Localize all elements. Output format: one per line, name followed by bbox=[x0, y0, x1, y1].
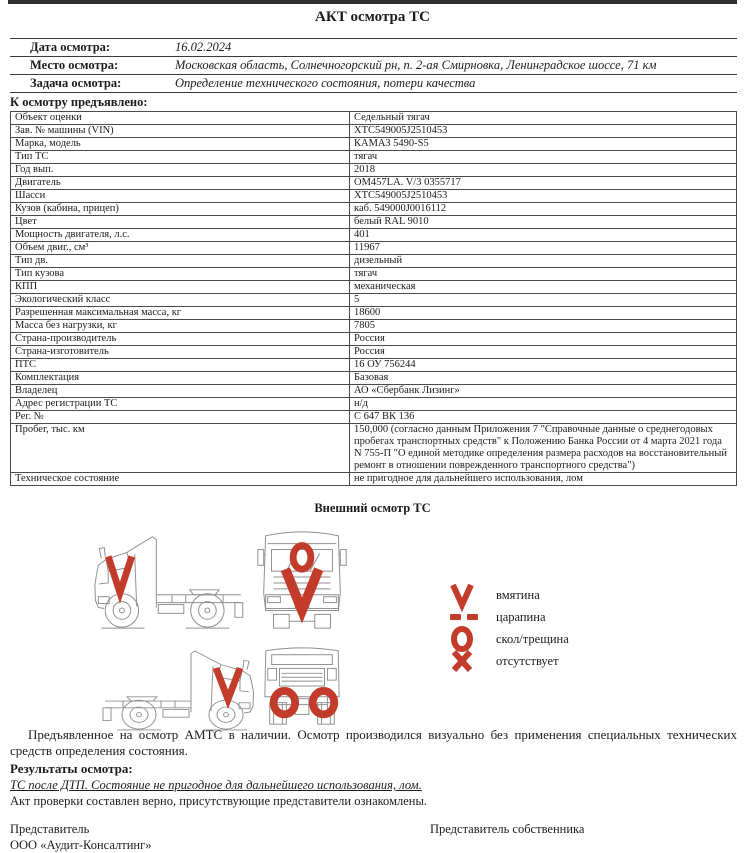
spec-row-value: 401 bbox=[350, 229, 737, 242]
spec-table-row bbox=[11, 281, 737, 294]
spec-row-value: XTC549005J2510453 bbox=[350, 125, 737, 138]
scan-edge-bar bbox=[8, 0, 737, 4]
truck-side-left-diagram bbox=[90, 524, 257, 634]
spec-table-row bbox=[11, 333, 737, 346]
meta-table bbox=[10, 38, 737, 93]
results-heading: Результаты осмотра: bbox=[10, 761, 133, 776]
spec-row-value: 11967 bbox=[350, 242, 737, 255]
spec-row-value: 2018 bbox=[350, 164, 737, 177]
spec-table-row bbox=[11, 424, 737, 473]
meta-row-label: Задача осмотра: bbox=[30, 76, 122, 90]
footer-block bbox=[10, 727, 737, 853]
legend-label: царапина bbox=[496, 609, 546, 624]
spec-table-row bbox=[11, 473, 737, 486]
spec-row-label: Рег. № bbox=[11, 411, 350, 424]
meta-row bbox=[10, 57, 737, 75]
spec-row-value: XTC549005J2510453 bbox=[350, 190, 737, 203]
spec-row-value: 150,000 (согласно данным Приложения 7 "Справочные данные о среднегодовых пробегах транспортных средств" к Положению Банка России от 4 марта 2021 года N 755-П "О единой методике определения размера расходов на восстановительный ремонт в отношении поврежденного транспортного средства") bbox=[350, 424, 737, 473]
spec-row-value: С 647 ВК 136 bbox=[350, 411, 737, 424]
spec-row-label: КПП bbox=[11, 281, 350, 294]
spec-row-label: Шасси bbox=[11, 190, 350, 203]
spec-row-value: каб. 549000J0016112 bbox=[350, 203, 737, 216]
truck-front-diagram bbox=[256, 524, 348, 636]
spec-table-row bbox=[11, 151, 737, 164]
spec-row-label: Комплектация bbox=[11, 372, 350, 385]
spec-table-row bbox=[11, 411, 737, 424]
spec-row-label: Марка, модель bbox=[11, 138, 350, 151]
spec-row-label: Экологический класс bbox=[11, 294, 350, 307]
meta-row-value: 16.02.2024 bbox=[175, 40, 232, 54]
legend-item-dent bbox=[450, 584, 569, 606]
spec-row-value: тягач bbox=[350, 151, 737, 164]
dent-v-mark bbox=[285, 569, 318, 610]
meta-row bbox=[10, 75, 737, 93]
organization-name: ООО «Аудит-Консалтинг» bbox=[10, 838, 152, 852]
spec-row-value: Россия bbox=[350, 333, 737, 346]
spec-row-label: Страна-изготовитель bbox=[11, 346, 350, 359]
damage-legend bbox=[450, 584, 569, 672]
spec-row-value: АО «Сбербанк Лизинг» bbox=[350, 385, 737, 398]
legend-item-chip bbox=[450, 628, 569, 650]
spec-row-label: ПТС bbox=[11, 359, 350, 372]
spec-row-value: 16 ОУ 756244 bbox=[350, 359, 737, 372]
legend-label: отсутствует bbox=[496, 653, 559, 668]
spec-row-value: белый RAL 9010 bbox=[350, 216, 737, 229]
spec-row-value: дизельный bbox=[350, 255, 737, 268]
legend-label: скол/трещина bbox=[496, 631, 569, 646]
spec-row-label: Мощность двигателя, л.с. bbox=[11, 229, 350, 242]
signature-row bbox=[10, 822, 737, 837]
spec-table-row bbox=[11, 138, 737, 151]
spec-row-label: Зав. № машины (VIN) bbox=[11, 125, 350, 138]
spec-row-label: Тип кузова bbox=[11, 268, 350, 281]
representative-label: Представитель bbox=[10, 822, 90, 836]
spec-table-row bbox=[11, 190, 737, 203]
spec-row-label: Объем двиг., см³ bbox=[11, 242, 350, 255]
spec-row-label: Разрешенная максимальная масса, кг bbox=[11, 307, 350, 320]
legend-label: вмятина bbox=[496, 587, 540, 602]
spec-table-row bbox=[11, 398, 737, 411]
spec-table-row bbox=[11, 164, 737, 177]
spec-row-value: Россия bbox=[350, 346, 737, 359]
spec-table-row bbox=[11, 177, 737, 190]
spec-row-label: Владелец bbox=[11, 385, 350, 398]
owner-representative-label: Представитель собственника bbox=[430, 822, 585, 836]
spec-table-row bbox=[11, 216, 737, 229]
spec-table-row bbox=[11, 125, 737, 138]
exterior-section-heading: Внешний осмотр ТС bbox=[314, 501, 431, 515]
spec-row-label: Кузов (кабина, прицеп) bbox=[11, 203, 350, 216]
spec-row-value: Базовая bbox=[350, 372, 737, 385]
spec-row-value: 7805 bbox=[350, 320, 737, 333]
spec-row-value: тягач bbox=[350, 268, 737, 281]
spec-row-label: Объект оценки bbox=[11, 112, 350, 125]
legend-item-missing bbox=[450, 650, 569, 672]
spec-table-row bbox=[11, 372, 737, 385]
spec-row-value: 18600 bbox=[350, 307, 737, 320]
spec-row-value: Седельный тягач bbox=[350, 112, 737, 125]
spec-row-label: Тип ТС bbox=[11, 151, 350, 164]
spec-row-value: не пригодное для дальнейшего использования, лом bbox=[350, 473, 737, 486]
spec-row-label: Двигатель bbox=[11, 177, 350, 190]
spec-table-row bbox=[11, 268, 737, 281]
spec-table-row bbox=[11, 242, 737, 255]
spec-table bbox=[10, 111, 737, 486]
spec-row-value: н/д bbox=[350, 398, 737, 411]
spec-row-label: Техническое состояние bbox=[11, 473, 350, 486]
spec-row-value: КАМАЗ 5490-S5 bbox=[350, 138, 737, 151]
spec-row-label: Тип дв. bbox=[11, 255, 350, 268]
document-title: АКТ осмотра ТС bbox=[315, 9, 430, 25]
spec-table-row bbox=[11, 385, 737, 398]
spec-row-label: Адрес регистрации ТС bbox=[11, 398, 350, 411]
spec-row-value: OM457LA. V/3 0355717 bbox=[350, 177, 737, 190]
spec-table-row bbox=[11, 229, 737, 242]
truck-rear-diagram bbox=[256, 642, 348, 732]
dent-v-mark bbox=[108, 556, 132, 592]
meta-row-value: Определение технического состояния, потери качества bbox=[175, 76, 476, 90]
dent-v-mark bbox=[216, 668, 240, 699]
spec-table-row bbox=[11, 359, 737, 372]
truck-side-right-diagram bbox=[90, 640, 257, 735]
meta-row-label: Место осмотра: bbox=[30, 58, 119, 72]
spec-table-row bbox=[11, 112, 737, 125]
meta-row-label: Дата осмотра: bbox=[30, 40, 111, 54]
spec-table-row bbox=[11, 294, 737, 307]
spec-row-label: Пробег, тыс. км bbox=[11, 424, 350, 473]
spec-table-row bbox=[11, 307, 737, 320]
results-conclusion: ТС после ДТП. Состояние не пригодное для дальнейшего использования, лом. bbox=[10, 778, 422, 792]
spec-row-value: 5 bbox=[350, 294, 737, 307]
spec-table-row bbox=[11, 346, 737, 359]
spec-row-value: механическая bbox=[350, 281, 737, 294]
meta-row bbox=[10, 39, 737, 57]
spec-table-row bbox=[11, 255, 737, 268]
spec-table-row bbox=[11, 203, 737, 216]
meta-row-value: Московская область, Солнечногорский рн, п. 2-ая Смирновка, Ленинградское шоссе, 71 км bbox=[175, 58, 657, 72]
spec-row-label: Год вып. bbox=[11, 164, 350, 177]
spec-section-heading: К осмотру предъявлено: bbox=[10, 95, 148, 109]
legend-item-scratch bbox=[450, 606, 569, 628]
inspection-paragraph: Предъявленное на осмотр АМТС в наличии. Осмотр производился визуально без применения специальных технических средств определения состояния. bbox=[10, 727, 737, 758]
spec-table-row bbox=[11, 320, 737, 333]
spec-row-label: Страна-производитель bbox=[11, 333, 350, 346]
missing-x-icon bbox=[450, 648, 484, 674]
spec-row-label: Цвет bbox=[11, 216, 350, 229]
spec-row-label: Масса без нагрузки, кг bbox=[11, 320, 350, 333]
confirmation-line: Акт проверки составлен верно, присутствующие представители ознакомлены. bbox=[10, 794, 427, 808]
